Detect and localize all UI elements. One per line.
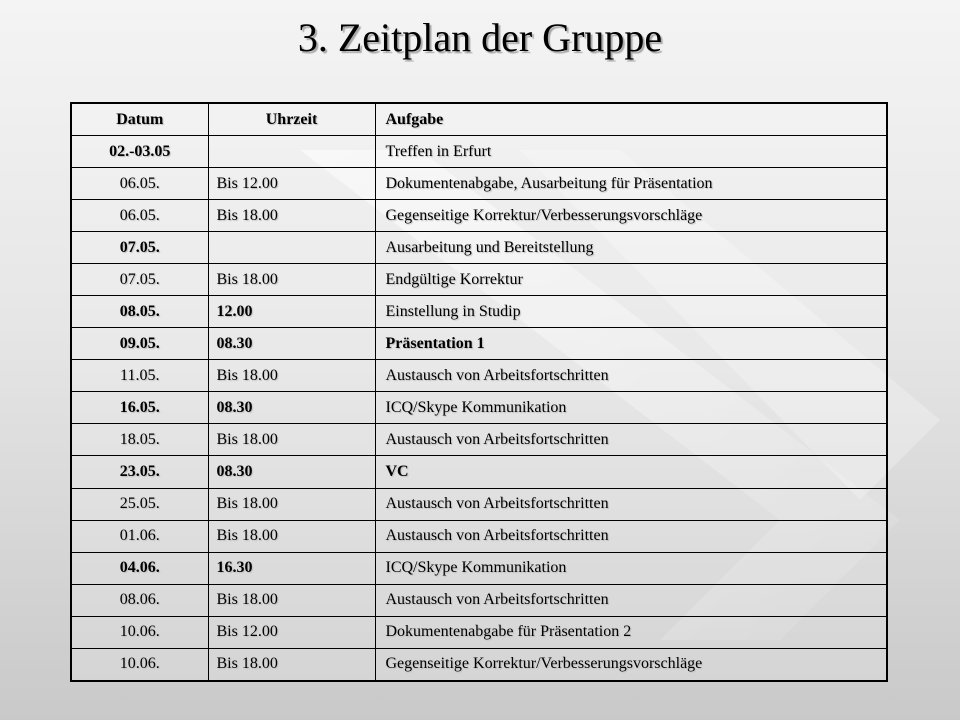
cell-date: 04.06. xyxy=(71,552,208,584)
cell-task: Dokumentenabgabe für Präsentation 2 xyxy=(375,616,887,648)
cell-time: Bis 18.00 xyxy=(208,488,375,520)
cell-time: Bis 12.00 xyxy=(208,168,375,200)
cell-time: 08.30 xyxy=(208,328,375,360)
cell-task: Austausch von Arbeitsfortschritten xyxy=(375,360,887,392)
cell-date: 23.05. xyxy=(71,456,208,488)
cell-time: Bis 18.00 xyxy=(208,360,375,392)
table-row xyxy=(71,616,887,648)
table-row xyxy=(71,136,887,168)
cell-time xyxy=(208,232,375,264)
cell-date: 07.05. xyxy=(71,232,208,264)
cell-task: VC xyxy=(375,456,887,488)
cell-task: ICQ/Skype Kommunikation xyxy=(375,552,887,584)
table-row xyxy=(71,328,887,360)
cell-time: 08.30 xyxy=(208,456,375,488)
cell-date: 10.06. xyxy=(71,616,208,648)
cell-time: Bis 18.00 xyxy=(208,520,375,552)
cell-date: 07.05. xyxy=(71,264,208,296)
cell-task: Präsentation 1 xyxy=(375,328,887,360)
table-row xyxy=(71,168,887,200)
cell-time: Bis 12.00 xyxy=(208,616,375,648)
schedule-table xyxy=(70,102,888,682)
cell-task: Austausch von Arbeitsfortschritten xyxy=(375,424,887,456)
cell-date: 06.05. xyxy=(71,200,208,232)
table-row xyxy=(71,360,887,392)
cell-date: 02.-03.05 xyxy=(71,136,208,168)
cell-task: Gegenseitige Korrektur/Verbesserungsvorschläge xyxy=(375,200,887,232)
cell-date: 10.06. xyxy=(71,648,208,681)
table-row xyxy=(71,200,887,232)
table-row xyxy=(71,520,887,552)
table-row xyxy=(71,488,887,520)
cell-time: 08.30 xyxy=(208,392,375,424)
cell-date: 08.05. xyxy=(71,296,208,328)
cell-task: Dokumentenabgabe, Ausarbeitung für Präsentation xyxy=(375,168,887,200)
cell-date: 25.05. xyxy=(71,488,208,520)
cell-task: Treffen in Erfurt xyxy=(375,136,887,168)
cell-date: 16.05. xyxy=(71,392,208,424)
cell-task: Einstellung in Studip xyxy=(375,296,887,328)
cell-date: 01.06. xyxy=(71,520,208,552)
table-body xyxy=(71,136,887,682)
cell-time xyxy=(208,136,375,168)
cell-time: Bis 18.00 xyxy=(208,200,375,232)
cell-time: 16.30 xyxy=(208,552,375,584)
column-header-time: Uhrzeit xyxy=(208,103,375,136)
column-header-task: Aufgabe xyxy=(375,103,887,136)
cell-time: Bis 18.00 xyxy=(208,584,375,616)
table-row xyxy=(71,456,887,488)
cell-time: Bis 18.00 xyxy=(208,424,375,456)
cell-date: 09.05. xyxy=(71,328,208,360)
table-row xyxy=(71,648,887,681)
cell-task: Endgültige Korrektur xyxy=(375,264,887,296)
cell-task: Austausch von Arbeitsfortschritten xyxy=(375,584,887,616)
cell-task: Austausch von Arbeitsfortschritten xyxy=(375,488,887,520)
cell-date: 11.05. xyxy=(71,360,208,392)
table-row xyxy=(71,232,887,264)
table-row xyxy=(71,392,887,424)
cell-task: Austausch von Arbeitsfortschritten xyxy=(375,520,887,552)
cell-task: Gegenseitige Korrektur/Verbesserungsvorschläge xyxy=(375,648,887,681)
page-title: 3. Zeitplan der Gruppe xyxy=(297,15,663,60)
table-row xyxy=(71,424,887,456)
table-row xyxy=(71,552,887,584)
cell-time: Bis 18.00 xyxy=(208,648,375,681)
table-row xyxy=(71,296,887,328)
cell-time: 12.00 xyxy=(208,296,375,328)
cell-date: 18.05. xyxy=(71,424,208,456)
table-row xyxy=(71,584,887,616)
table-row xyxy=(71,264,887,296)
table-header-row xyxy=(71,103,887,136)
column-header-date: Datum xyxy=(71,103,208,136)
cell-task: Ausarbeitung und Bereitstellung xyxy=(375,232,887,264)
cell-date: 06.05. xyxy=(71,168,208,200)
cell-task: ICQ/Skype Kommunikation xyxy=(375,392,887,424)
cell-date: 08.06. xyxy=(71,584,208,616)
cell-time: Bis 18.00 xyxy=(208,264,375,296)
